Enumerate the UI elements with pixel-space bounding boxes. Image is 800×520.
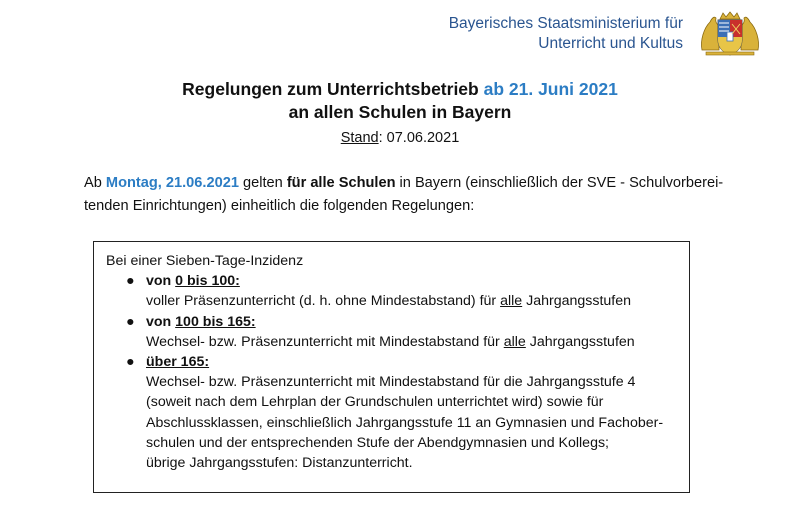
desc-post: Jahrgangsstufen: [525, 333, 635, 350]
intro-paragraph: [84, 172, 734, 218]
intro-line-1: [84, 172, 734, 195]
list-item: [106, 312, 689, 352]
level-label: über 165:: [146, 354, 210, 371]
level-prefix: von: [146, 273, 176, 290]
ministry-line-1: Bayerisches Staatsministerium für: [448, 15, 683, 32]
stand-label: Stand: [340, 130, 379, 146]
intro-t3: in Bayern (einschließlich der SVE - Schulvorberei-: [395, 175, 724, 191]
intro-date: Montag, 21.06.2021: [105, 175, 239, 191]
desc-line: übrige Jahrgangsstufen: Distanzunterricht.: [146, 455, 413, 472]
title-date: ab 21. Juni 2021: [483, 79, 618, 99]
desc-line: (soweit nach dem Lehrplan der Grundschulen unterrichtet wird) sowie für: [146, 394, 604, 411]
title-prefix: Regelungen zum Unterrichtsbetrieb: [182, 79, 484, 99]
bullet-icon: ●: [126, 273, 135, 290]
desc-pre: Wechsel- bzw. Präsenzunterricht mit Mindestabstand für: [146, 333, 504, 350]
intro-t2: gelten: [238, 175, 287, 191]
bullet-icon: ●: [126, 313, 135, 330]
level-label: 0 bis 100:: [175, 273, 240, 290]
level-prefix: von: [146, 313, 176, 330]
desc-post: Jahrgangsstufen: [522, 293, 632, 310]
desc-line: Abschlussklassen, einschließlich Jahrgangsstufe 11 an Gymnasien und Fachober-: [146, 414, 664, 431]
intro-bold: für alle Schulen: [286, 175, 396, 191]
intro-t1: Ab: [84, 175, 106, 191]
stand-value: : 07.06.2021: [378, 130, 460, 146]
title-line-2: an allen Schulen in Bayern: [288, 102, 512, 122]
document-title: [0, 78, 800, 124]
ministry-line-2: Unterricht und Kultus: [538, 35, 683, 52]
desc-pre: voller Präsenzunterricht (d. h. ohne Mindestabstand) für: [146, 293, 501, 310]
desc-line: schulen und der entsprechenden Stufe der Abendgymnasien und Kollegs;: [146, 434, 609, 451]
bullet-icon: ●: [126, 354, 135, 371]
level-label: 100 bis 165:: [175, 313, 256, 330]
list-item: [106, 352, 689, 473]
intro-line-2: tenden Einrichtungen) einheitlich die folgenden Regelungen:: [84, 198, 475, 214]
desc-underlined: alle: [503, 333, 526, 350]
box-heading: Bei einer Sieben-Tage-Inzidenz: [106, 253, 304, 269]
desc-underlined: alle: [500, 293, 523, 310]
bavarian-coat-of-arms-icon: [698, 10, 762, 58]
stand-date: [0, 130, 800, 146]
ministry-name: [449, 14, 683, 54]
desc-line: Wechsel- bzw. Präsenzunterricht mit Mindestabstand für die Jahrgangsstufe 4: [146, 374, 636, 391]
incidence-rules-box: [93, 241, 690, 493]
list-item: [106, 271, 689, 311]
title-line-1: [0, 78, 800, 101]
incidence-list: [106, 271, 689, 473]
